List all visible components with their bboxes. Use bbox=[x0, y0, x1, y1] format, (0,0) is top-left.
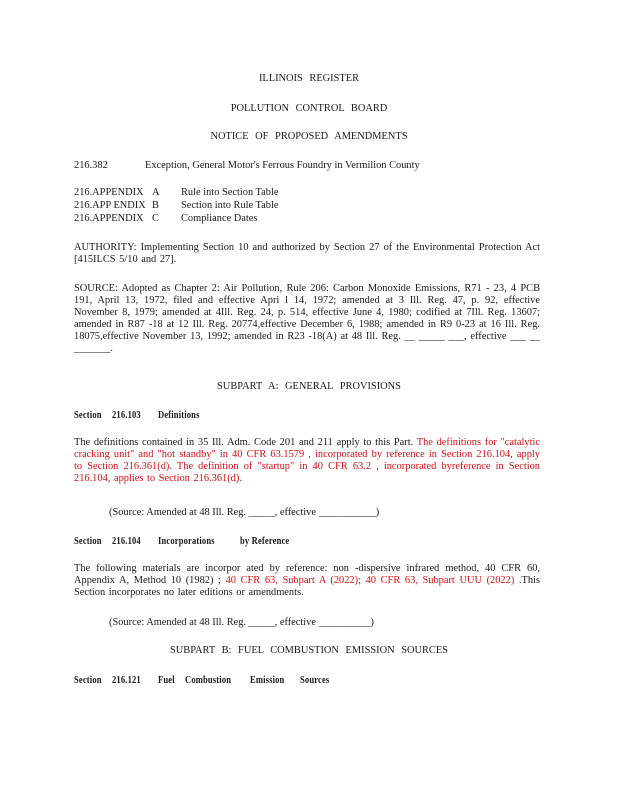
section-title-word: Emission bbox=[250, 675, 285, 686]
section-title-word: Combustion bbox=[185, 675, 232, 686]
source-paragraph: SOURCE: Adopted as Chapter 2: Air Pollution, Rule 206: Carbon Monoxide Emissions, R71 - 23, 4 PCB 191, April 13, 1972, filed and effective Apri l 14, 1972; amended at 3 Ill. Reg. 47, p. 92, effective November 8, 1979; amended at 4Ill. Reg. 24, p. 514, effective June 4, 1980; codified at 7Ill. Reg. 13607; amended in R87 -18 at 12 Ill. Reg. 20774,effective December 6, 1988; amended in R9 0-23 at 16 Ill. Reg. 18075,effective November 13, 1992; amended in R23 -18(A) at 48 Ill. Reg. __ _____ ___, effective ___ __ _______. bbox=[74, 283, 540, 355]
appendix-id: 216.APP ENDIX bbox=[74, 200, 146, 211]
subpart-a-heading: SUBPART A: GENERAL PROVISIONS bbox=[217, 381, 401, 392]
section-103-body-text: The definitions contained in 35 Ill. Adm. Code 201 and 211 apply to this Part. bbox=[74, 437, 414, 448]
appendix-title: Compliance Dates bbox=[181, 213, 258, 224]
header-pollution-control-board: POLLUTION CONTROL BOARD bbox=[230, 103, 388, 114]
section-104-body-amendment: 40 CFR 63, Subpart A (2022); 40 CFR 63, Subpart UUU (2022) bbox=[220, 575, 515, 587]
section-number: 216.103 bbox=[112, 410, 141, 421]
section-103-body bbox=[74, 437, 540, 485]
appendix-id: 216.APPENDIX bbox=[74, 213, 144, 224]
section-label: Section bbox=[74, 410, 102, 421]
section-number: 216.104 bbox=[112, 536, 141, 547]
header-notice-proposed-amendments: NOTICE OF PROPOSED AMENDMENTS bbox=[210, 131, 408, 142]
section-103-body-amendment: The definitions for "catalytic cracking unit" and "hot standby" in 40 CFR 63.1579 , incorporated by reference in Section 216.104, apply to Section 216.361(d). The definition of "startup" in 40 CFR 63.2 , incorporated byreference in Section 216.104, applies to Section 216.361(d). bbox=[74, 437, 540, 485]
section-label: Section bbox=[74, 675, 102, 686]
toc-section-title: Exception, General Motor's Ferrous Foundry in Vermilion County bbox=[145, 160, 420, 171]
section-104-body bbox=[74, 563, 540, 599]
section-104-source-note: (Source: Amended at 48 Ill. Reg. _____, effective __________) bbox=[109, 617, 374, 628]
section-title-continued: by Reference bbox=[240, 536, 290, 547]
section-103-source-note: (Source: Amended at 48 Ill. Reg. _____, effective ___________) bbox=[109, 507, 380, 518]
section-104-body-text-end: .This Section incorporates no later editions or amendments. bbox=[74, 575, 540, 599]
section-label: Section bbox=[74, 536, 102, 547]
section-title: Definitions bbox=[158, 410, 200, 421]
appendix-letter: C bbox=[152, 213, 159, 224]
appendix-title: Rule into Section Table bbox=[181, 187, 279, 198]
appendix-letter: A bbox=[152, 187, 160, 198]
section-number: 216.121 bbox=[112, 675, 141, 686]
toc-section-number: 216.382 bbox=[74, 160, 108, 171]
section-title-word: Sources bbox=[300, 675, 330, 686]
section-104-body-text: The following materials are incorpor ated by reference: non -dispersive infrared method, 40 CFR 60, Appendix A, Method 10 (1982) ; bbox=[74, 563, 540, 587]
section-title-word: Fuel bbox=[158, 675, 175, 686]
appendix-id: 216.APPENDIX bbox=[74, 187, 144, 198]
authority-paragraph: AUTHORITY: Implementing Section 10 and authorized by Section 27 of the Environmental Protection Act [415ILCS 5/10 and 27]. bbox=[74, 242, 540, 266]
appendix-title: Section into Rule Table bbox=[181, 200, 279, 211]
appendix-letter: B bbox=[152, 200, 159, 211]
header-illinois-register: ILLINOIS REGISTER bbox=[258, 73, 360, 84]
section-title: Incorporations bbox=[158, 536, 215, 547]
subpart-b-heading: SUBPART B: FUEL COMBUSTION EMISSION SOURCES bbox=[170, 645, 448, 656]
